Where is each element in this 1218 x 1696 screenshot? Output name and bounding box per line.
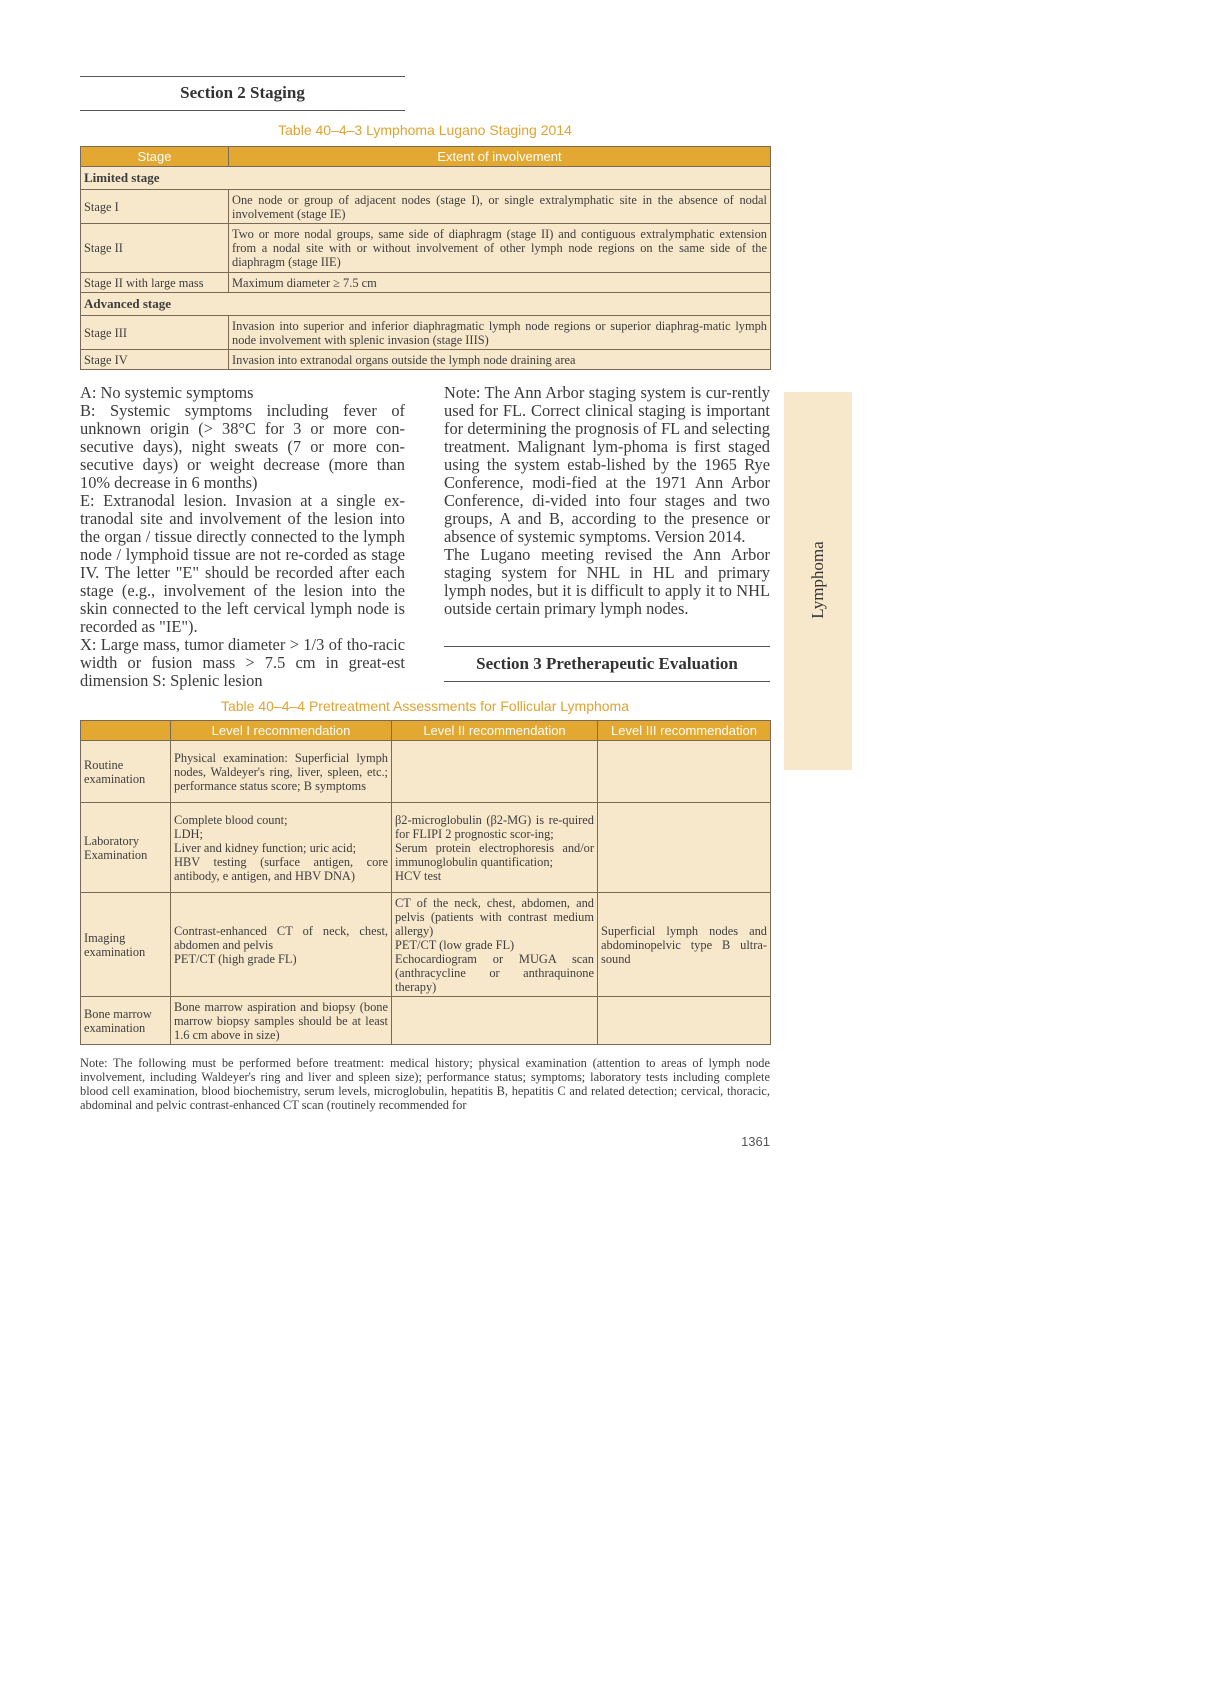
table1-header-row [81,147,771,167]
table-row [81,273,771,293]
table1-header-extent: Extent of involvement [229,147,771,167]
table2-header-row [81,721,771,741]
stage-cell: Stage II with large mass [81,273,229,293]
extent-cell: Invasion into superior and inferior diaphragmatic lymph node regions or superior diaphrag-matic lymph node involvement with splenic invasion (stage IIIS) [229,316,771,350]
level2-cell: CT of the neck, chest, abdomen, and pelvis (patients with contrast medium allergy) PET/CT (low grade FL) Echocardiogram or MUGA scan (anthracycline or anthraquinone therapy) [392,893,598,997]
level1-cell: Complete blood count; LDH; Liver and kidney function; uric acid; HBV testing (surface antigen, core antibody, e antigen, and HBV DNA) [171,803,392,893]
table-row [81,224,771,273]
table-row [81,893,771,997]
stage-cell: Stage IV [81,350,229,370]
stage-cell: Stage I [81,190,229,224]
table-row [81,350,771,370]
level2-cell: β2-microglobulin (β2-MG) is re-quired for FLIPI 2 prognostic scor-ing; Serum protein electrophoresis and/or immunoglobulin quantification; HCV test [392,803,598,893]
stage-cell: Stage III [81,316,229,350]
table-row [81,997,771,1045]
table1-header-stage: Stage [81,147,229,167]
stage-cell: Stage II [81,224,229,273]
table-row [81,316,771,350]
level3-cell: Superficial lymph nodes and abdominopelvic type B ultra-sound [598,893,771,997]
level1-cell: Bone marrow aspiration and biopsy (bone marrow biopsy samples should be at least 1.6 cm above in size) [171,997,392,1045]
table2-header-level3: Level III recommendation [598,721,771,741]
extent-cell: Invasion into extranodal organs outside the lymph node draining area [229,350,771,370]
staging-table [80,146,771,370]
level3-cell [598,997,771,1045]
table1-group-row [81,293,771,316]
section3-title: Section 3 Pretherapeutic Evaluation [476,654,738,673]
table2-header-blank [81,721,171,741]
section2-bottom-rule [80,110,405,111]
section3-top-rule [444,646,770,647]
chapter-side-label: Lymphoma [808,541,827,619]
extent-cell: Maximum diameter ≥ 7.5 cm [229,273,771,293]
table2-header-level2: Level II recommendation [392,721,598,741]
section2-top-rule [80,76,405,77]
page-number: 1361 [741,1134,770,1149]
ann-arbor-note-text: Note: The Ann Arbor staging system is cur-rently used for FL. Correct clinical staging is important for determining the prognosis of FL and selecting treatment. Malignant lym-phoma is first staged using the system estab-lished by the 1965 Rye Conference, modi-fied at the 1971 Ann Arbor Conference, di-vided into four stages and two groups, A and B, according to the presence or absence of systemic symptoms. Version 2014. The Lugano meeting revised the Ann Arbor staging system for NHL in HL and primary lymph nodes, but it is difficult to apply it to NHL outside certain primary lymph nodes. [444,383,770,618]
row-label-cell: Routine examination [81,741,171,803]
row-label-cell: Laboratory Examination [81,803,171,893]
table-row [81,803,771,893]
row-label-cell: Bone marrow examination [81,997,171,1045]
pretreatment-note: Note: The following must be performed before treatment: medical history; physical examination (attention to areas of lymph node involvement, including Waldeyer's ring and liver and spleen size); performance status; symptoms; laboratory tests including complete blood cell examination, blood biochemistry, serum levels, microglobulin, hepatitis B, hepatitis C and related detection; cervical, thoracic, abdominal and pelvic contrast-enhanced CT scan (routinely recommended for [80,1056,770,1112]
section3-bottom-rule [444,681,770,682]
level2-cell [392,741,598,803]
level1-cell: Contrast-enhanced CT of neck, chest, abdomen and pelvis PET/CT (high grade FL) [171,893,392,997]
table-row [81,741,771,803]
table2-caption: Table 40–4–4 Pretreatment Assessments for Follicular Lymphoma [220,698,629,714]
group-limited-stage: Limited stage [81,167,771,190]
table2-header-level1: Level I recommendation [171,721,392,741]
pretreatment-table [80,720,771,1045]
table-row [81,190,771,224]
level3-cell [598,741,771,803]
extent-cell: One node or group of adjacent nodes (stage I), or single extralymphatic site in the absence of nodal involvement (stage IE) [229,190,771,224]
table1-caption: Table 40–4–3 Lymphoma Lugano Staging 2014 [278,122,572,138]
level2-cell [392,997,598,1045]
level3-cell [598,803,771,893]
extent-cell: Two or more nodal groups, same side of diaphragm (stage II) and contiguous extralymphatic extension from a nodal site with or without involvement of other lymph node regions on the same side of the diaphragm (stage IIE) [229,224,771,273]
row-label-cell: Imaging examination [81,893,171,997]
level1-cell: Physical examination: Superficial lymph nodes, Waldeyer's ring, liver, spleen, etc.; performance status score; B symptoms [171,741,392,803]
group-advanced-stage: Advanced stage [81,293,771,316]
symptom-definitions-text: A: No systemic symptoms B: Systemic symptoms including fever of unknown origin (> 38°C for 3 or more con-secutive days), night sweats (7 or more con-secutive days) or weight decrease (more than 10% decrease in 6 months) E: Extranodal lesion. Invasion at a single ex-tranodal site and involvement of the lesion into the organ / tissue directly connected to the lymph node / lymphoid tissue are not re-corded as stage IV. The letter "E" should be recorded after each stage (e.g., involvement of the lesion into the skin connected to the left cervical lymph node is recorded as "IE"). X: Large mass, tumor diameter > 1/3 of tho-racic width or fusion mass > 7.5 cm in great-est dimension S: Splenic lesion [80,383,405,690]
section2-title: Section 2 Staging [180,83,305,102]
table1-group-row [81,167,771,190]
